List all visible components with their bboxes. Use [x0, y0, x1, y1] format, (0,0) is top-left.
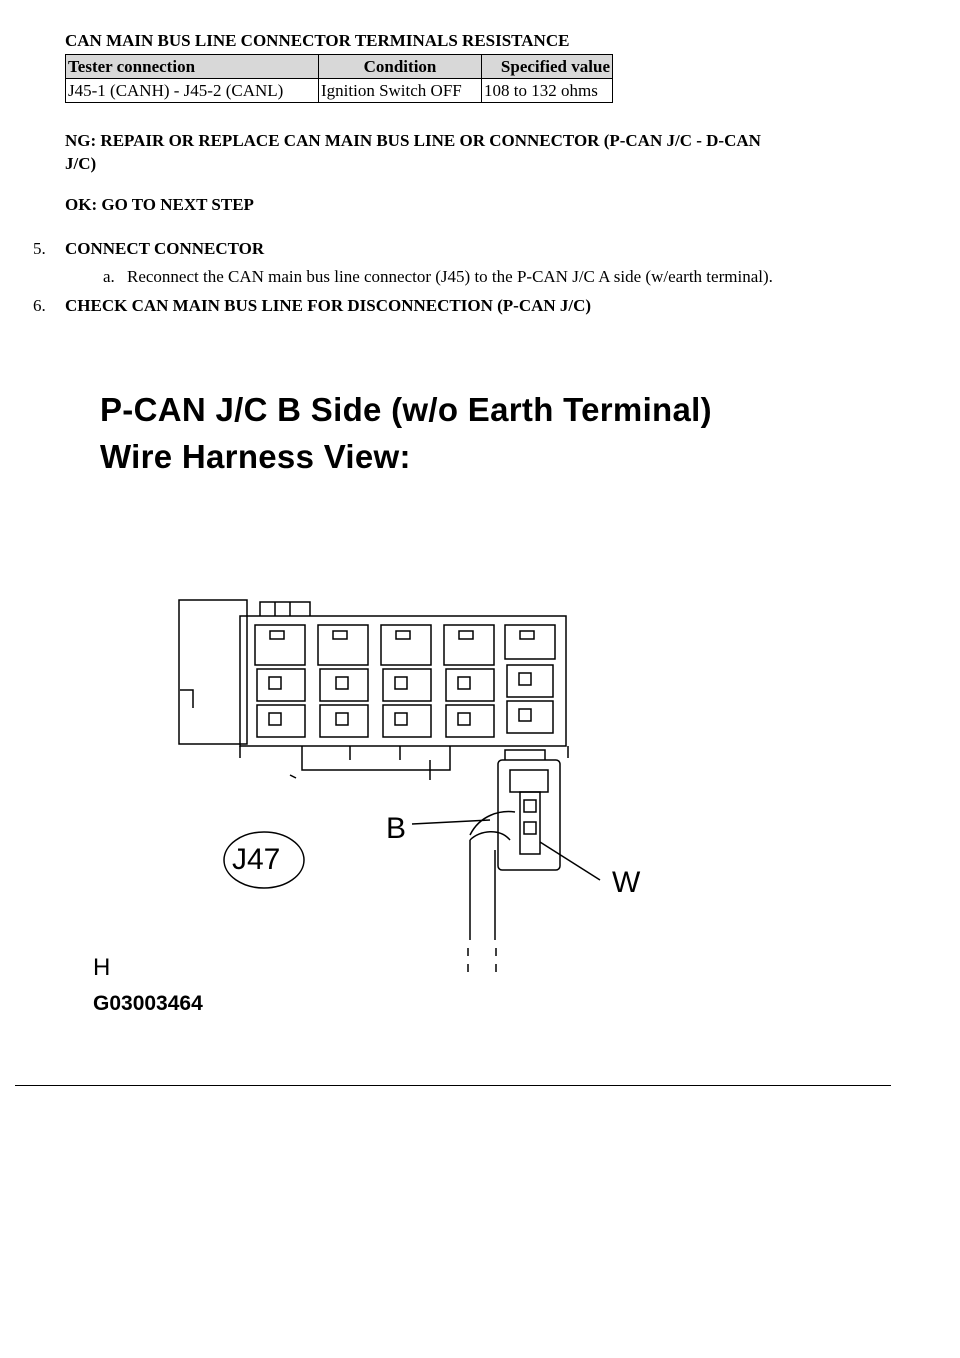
figure-title: P-CAN J/C B Side (w/o Earth Terminal) — [100, 391, 712, 428]
step-number: 6. — [33, 296, 46, 315]
table-cell: J45-1 (CANH) - J45-2 (CANL) — [66, 79, 319, 103]
horizontal-rule — [15, 1085, 891, 1086]
step-title: CHECK CAN MAIN BUS LINE FOR DISCONNECTION (P-CAN J/C) — [65, 296, 592, 315]
substep-letter: a. — [103, 267, 115, 286]
step-number: 5. — [33, 239, 46, 258]
connector-housing — [179, 600, 568, 780]
table-header: Specified value — [482, 55, 613, 79]
ok-text: OK: GO TO NEXT STEP — [65, 195, 254, 214]
label-h: H — [93, 954, 111, 981]
table-header: Tester connection — [66, 55, 319, 79]
label-j47: J47 — [232, 843, 281, 876]
section-title: CAN MAIN BUS LINE CONNECTOR TERMINALS RESISTANCE — [65, 31, 570, 50]
table-cell: Ignition Switch OFF — [319, 79, 482, 103]
terminal-cavities — [255, 625, 555, 737]
leader-lines — [412, 820, 600, 880]
step-title: CONNECT CONNECTOR — [65, 239, 265, 258]
figure-subtitle: Wire Harness View: — [100, 438, 411, 475]
wire-connector-j47 — [468, 750, 560, 972]
table-cell: 108 to 132 ohms — [482, 79, 613, 103]
label-w: W — [612, 866, 641, 899]
figure-code: G03003464 — [93, 992, 203, 1015]
table-header: Condition — [319, 55, 482, 79]
ng-line: J/C) — [65, 154, 97, 173]
ng-line: NG: REPAIR OR REPLACE CAN MAIN BUS LINE OR CONNECTOR (P-CAN J/C - D-CAN — [65, 131, 761, 150]
substep-text: Reconnect the CAN main bus line connector (J45) to the P-CAN J/C A side (w/earth terminal). — [127, 267, 773, 286]
label-b: B — [386, 812, 407, 845]
